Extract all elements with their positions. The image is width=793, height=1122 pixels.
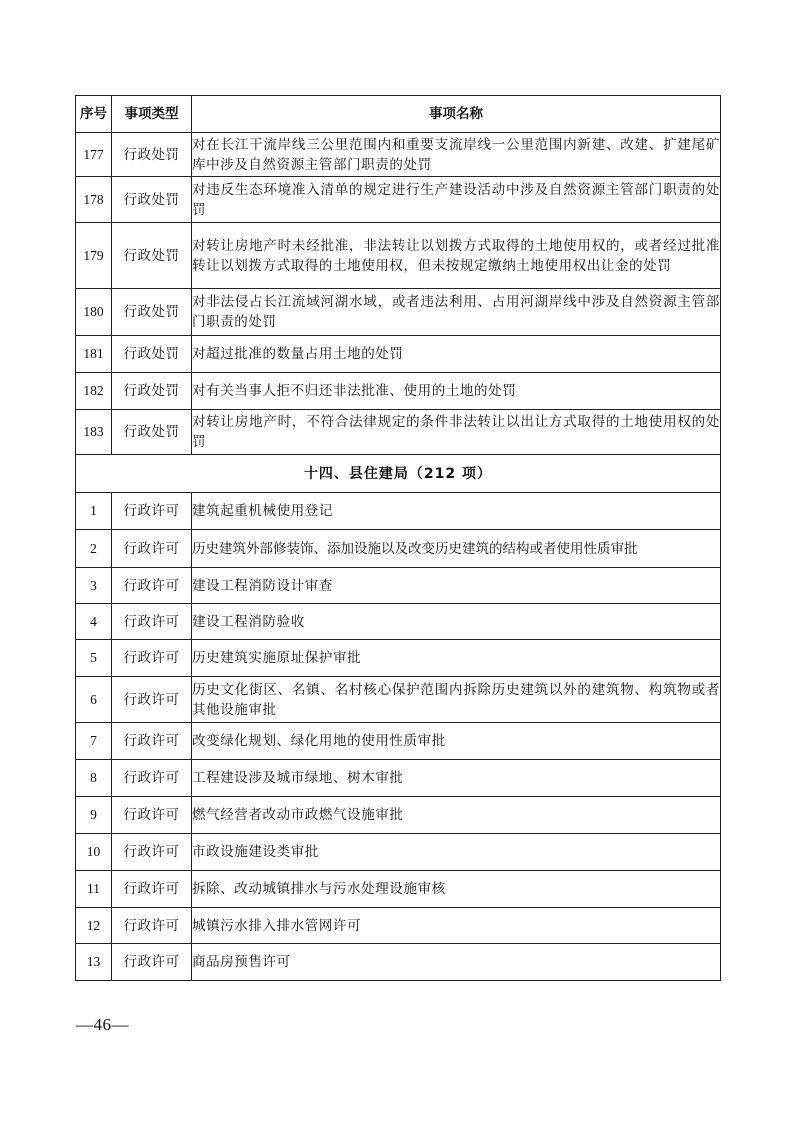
row-name: 工程建设涉及城市绿地、树木审批 [192, 760, 721, 797]
row-name: 对在长江干流岸线三公里范围内和重要支流岸线一公里范围内新建、改建、扩建尾矿库中涉及自然资源主管部门职责的处罚 [192, 133, 721, 177]
row-name: 对违反生态环境准入清单的规定进行生产建设活动中涉及自然资源主管部门职责的处罚 [192, 177, 721, 223]
row-type: 行政许可 [112, 723, 192, 760]
row-name: 商品房预售许可 [192, 944, 721, 981]
row-type: 行政许可 [112, 834, 192, 871]
table-row [76, 289, 721, 336]
table-row [76, 908, 721, 944]
row-number: 10 [76, 834, 112, 871]
row-type: 行政许可 [112, 908, 192, 944]
table-row [76, 177, 721, 223]
table-row [76, 223, 721, 289]
row-number: 9 [76, 797, 112, 834]
header-item-type: 事项类型 [112, 96, 192, 133]
table-row [76, 530, 721, 568]
table-row [76, 834, 721, 871]
row-type: 行政许可 [112, 677, 192, 723]
header-item-name: 事项名称 [192, 96, 721, 133]
row-name: 历史建筑实施原址保护审批 [192, 640, 721, 677]
section-title: 十四、县住建局（212 项） [76, 455, 721, 493]
row-name: 燃气经营者改动市政燃气设施审批 [192, 797, 721, 834]
row-type: 行政处罚 [112, 336, 192, 373]
row-number: 13 [76, 944, 112, 981]
row-type: 行政处罚 [112, 177, 192, 223]
table-row [76, 797, 721, 834]
row-number: 7 [76, 723, 112, 760]
table-row [76, 373, 721, 410]
items-table [75, 95, 721, 981]
row-number: 11 [76, 871, 112, 908]
table-row [76, 944, 721, 981]
row-type: 行政许可 [112, 530, 192, 568]
row-number: 183 [76, 410, 112, 455]
row-name: 对转让房地产时未经批准，非法转让以划拨方式取得的土地使用权的，或者经过批准转让以划拨方式取得的土地使用权，但未按规定缴纳土地使用权出让金的处罚 [192, 223, 721, 289]
table-row [76, 336, 721, 373]
row-name: 对转让房地产时，不符合法律规定的条件非法转让以出让方式取得的土地使用权的处罚 [192, 410, 721, 455]
table-row [76, 871, 721, 908]
row-number: 6 [76, 677, 112, 723]
row-number: 3 [76, 568, 112, 604]
row-number: 178 [76, 177, 112, 223]
row-type: 行政处罚 [112, 133, 192, 177]
row-name: 改变绿化规划、绿化用地的使用性质审批 [192, 723, 721, 760]
row-number: 182 [76, 373, 112, 410]
page-number: —46— [76, 1015, 129, 1034]
row-name: 建设工程消防验收 [192, 604, 721, 640]
row-type: 行政处罚 [112, 373, 192, 410]
row-type: 行政处罚 [112, 223, 192, 289]
row-name: 建筑起重机械使用登记 [192, 493, 721, 530]
header-number: 序号 [76, 96, 112, 133]
row-number: 12 [76, 908, 112, 944]
row-number: 5 [76, 640, 112, 677]
table-row [76, 604, 721, 640]
row-type: 行政许可 [112, 493, 192, 530]
row-name: 历史文化街区、名镇、名村核心保护范围内拆除历史建筑以外的建筑物、构筑物或者其他设施审批 [192, 677, 721, 723]
row-name: 市政设施建设类审批 [192, 834, 721, 871]
row-type: 行政许可 [112, 604, 192, 640]
row-number: 8 [76, 760, 112, 797]
row-name: 对有关当事人拒不归还非法批准、使用的土地的处罚 [192, 373, 721, 410]
row-number: 4 [76, 604, 112, 640]
table-header-row [76, 96, 721, 133]
table-row [76, 493, 721, 530]
row-number: 181 [76, 336, 112, 373]
table-row [76, 568, 721, 604]
row-type: 行政处罚 [112, 410, 192, 455]
row-number: 1 [76, 493, 112, 530]
row-name: 对非法侵占长江流域河湖水域，或者违法利用、占用河湖岸线中涉及自然资源主管部门职责的处罚 [192, 289, 721, 336]
section-header-row [76, 455, 721, 493]
row-type: 行政许可 [112, 568, 192, 604]
table-row [76, 640, 721, 677]
row-type: 行政许可 [112, 944, 192, 981]
row-number: 180 [76, 289, 112, 336]
row-type: 行政许可 [112, 760, 192, 797]
row-number: 177 [76, 133, 112, 177]
row-number: 179 [76, 223, 112, 289]
row-type: 行政许可 [112, 871, 192, 908]
row-name: 拆除、改动城镇排水与污水处理设施审核 [192, 871, 721, 908]
row-type: 行政许可 [112, 640, 192, 677]
table-row [76, 723, 721, 760]
table-row [76, 133, 721, 177]
row-number: 2 [76, 530, 112, 568]
row-name: 历史建筑外部修装饰、添加设施以及改变历史建筑的结构或者使用性质审批 [192, 530, 721, 568]
row-type: 行政处罚 [112, 289, 192, 336]
row-name: 对超过批准的数量占用土地的处罚 [192, 336, 721, 373]
row-name: 城镇污水排入排水管网许可 [192, 908, 721, 944]
row-type: 行政许可 [112, 797, 192, 834]
row-name: 建设工程消防设计审查 [192, 568, 721, 604]
table-row [76, 410, 721, 455]
table-row [76, 677, 721, 723]
table-row [76, 760, 721, 797]
